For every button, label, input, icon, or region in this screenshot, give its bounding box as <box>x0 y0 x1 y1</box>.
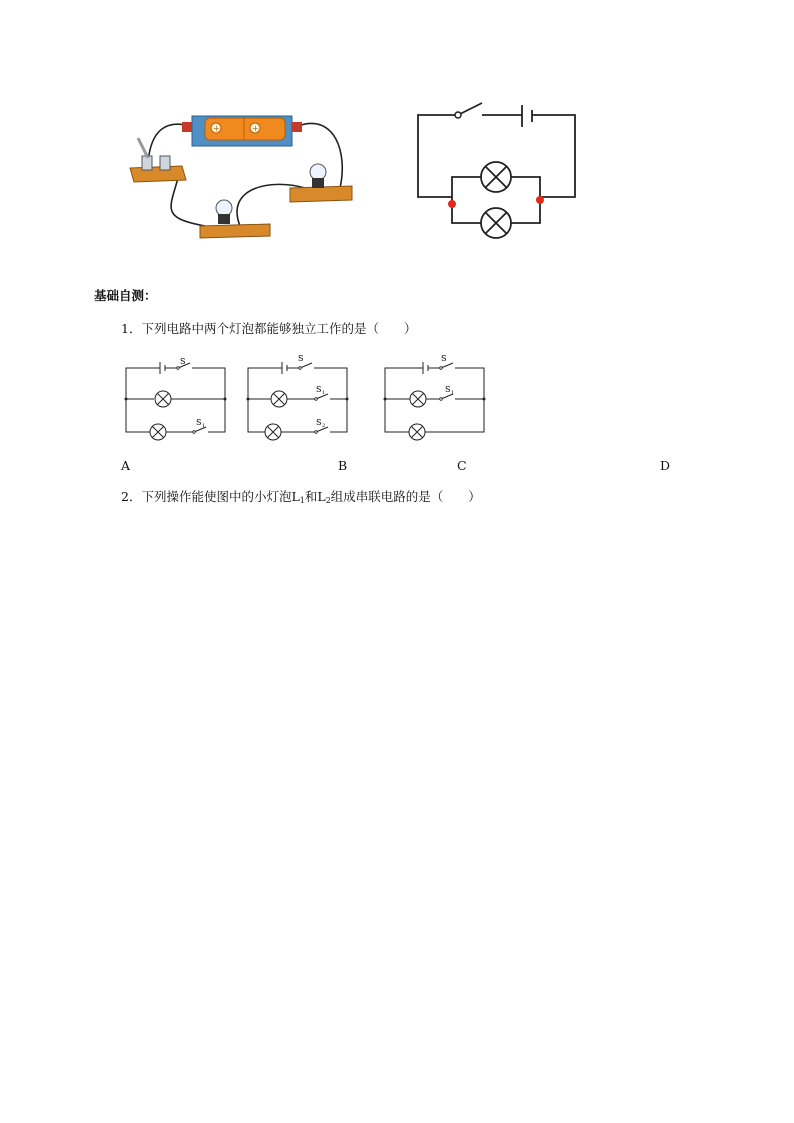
question-2-and: 和 <box>304 489 318 504</box>
question-2-text-after: 组成串联电路的是（ ） <box>330 489 481 504</box>
svg-text:+: + <box>252 124 259 133</box>
option-d-label: D <box>660 458 671 473</box>
circuit-a-s1-subscript: 1 <box>202 423 206 429</box>
question-1 <box>121 321 416 337</box>
question-2-text-before: 下列操作能使图中的小灯泡 <box>141 489 292 504</box>
option-a-label: A <box>121 458 131 473</box>
circuit-option-b <box>242 354 352 433</box>
circuit-b-switch-s2: S <box>316 418 322 427</box>
circuit-c-switch-s: S <box>441 354 447 363</box>
circuit-b-switch-s1: S <box>316 385 322 394</box>
top-parallel-schematic <box>412 100 582 240</box>
circuit-b-s1-subscript: 1 <box>322 390 326 396</box>
bulb-l2-subscript: 2 <box>325 496 331 505</box>
circuit-c-s1-subscript: 1 <box>451 390 455 396</box>
circuit-a-switch-s: S <box>180 357 186 366</box>
section-title: 基础自测： <box>94 288 157 303</box>
circuit-b-s2-subscript: 2 <box>322 423 326 429</box>
physical-circuit-photo <box>120 108 360 248</box>
bulb-l2-label: L <box>317 489 326 504</box>
circuit-c-switch-s1: S <box>445 385 451 394</box>
circuit-option-a <box>120 358 230 433</box>
question-2-number: 2． <box>121 489 142 504</box>
bulb-l1-label: L <box>291 489 300 504</box>
circuit-b-switch-s: S <box>298 354 304 363</box>
circuit-option-c <box>379 354 489 433</box>
question-2 <box>121 489 481 509</box>
option-c-label: C <box>457 458 467 473</box>
question-1-text: 下列电路中两个灯泡都能够独立工作的是（ ） <box>141 321 417 336</box>
circuit-a-switch-s1: S <box>196 418 202 427</box>
option-b-label: B <box>338 458 348 473</box>
bulb-l1-subscript: 1 <box>299 496 305 505</box>
question-1-number: 1． <box>121 321 142 336</box>
svg-text:+: + <box>213 124 220 133</box>
